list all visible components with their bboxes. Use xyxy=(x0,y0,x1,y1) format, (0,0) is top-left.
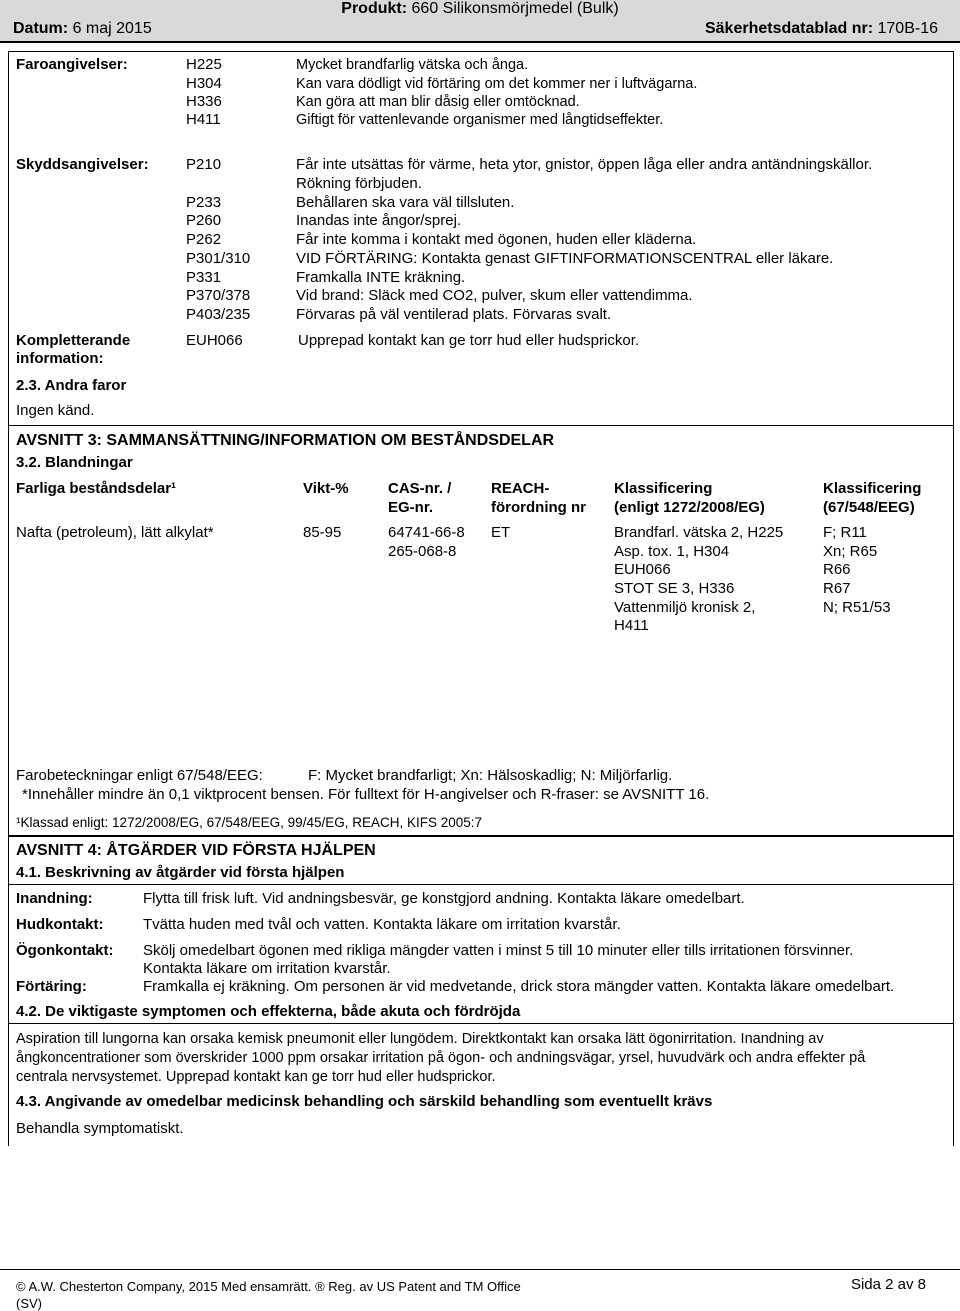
ingredient-weight: 85-95 xyxy=(303,524,342,541)
section4-title: AVSNITT 4: ÅTGÄRDER VID FÖRSTA HJÄLPEN xyxy=(16,842,376,859)
ingestion-label: Förtäring: xyxy=(16,978,87,995)
precaution-code: P262 xyxy=(186,231,222,248)
section4-divider-2 xyxy=(8,1023,954,1024)
section4-divider xyxy=(8,884,954,885)
inhalation-text: Flytta till frisk luft. Vid andningsbesvär, ge konstgjord andning. Kontakta läkare omedelbart. xyxy=(143,890,745,907)
clp-class: EUH066 xyxy=(614,561,671,578)
benzene-note: *Innehåller mindre än 0,1 viktprocent bensen. För fulltext för H-angivelser och R-fraser: se AVSNITT 16. xyxy=(22,786,710,803)
classification-footnote: ¹Klassad enligt: 1272/2008/EG, 67/548/EEG, 99/45/EG, REACH, KIFS 2005:7 xyxy=(16,815,483,830)
dsd-class: R67 xyxy=(823,580,851,597)
precaution-code: P233 xyxy=(186,194,222,211)
footer-page-number: Sida 2 av 8 xyxy=(850,1276,926,1293)
hazard-label: Faroangivelser: xyxy=(16,56,128,73)
eye-label: Ögonkontakt: xyxy=(16,942,114,959)
product-label: Produkt: xyxy=(341,0,408,17)
date-value: 6 maj 2015 xyxy=(72,20,152,37)
hazard-text: Mycket brandfarlig vätska och ånga. xyxy=(296,57,529,73)
hazard-text: Giftigt för vattenlevande organismer med långtidseffekter. xyxy=(296,112,664,128)
date-label: Datum: xyxy=(13,20,69,37)
eye-text: Skölj omedelbart ögonen med rikliga mängder vatten i minst 5 till 10 minuter eller tills irritationen försvinner. xyxy=(143,942,854,959)
precaution-text: Förvaras på väl ventilerad plats. Förvaras svalt. xyxy=(296,306,612,323)
supplementary-code: EUH066 xyxy=(186,332,243,349)
section3-subtitle: 3.2. Blandningar xyxy=(16,454,133,471)
symbols-text: F: Mycket brandfarligt; Xn: Hälsoskadlig; N: Miljörfarlig. xyxy=(308,767,673,784)
precaution-code: P210 xyxy=(186,156,222,173)
clp-class: Vattenmiljö kronisk 2, xyxy=(614,599,756,616)
col-header-reach: REACH- xyxy=(491,480,550,497)
precaution-code: P370/378 xyxy=(186,287,251,304)
footer-language: (SV) xyxy=(16,1296,42,1311)
col-header-dsd: Klassificering xyxy=(823,480,922,497)
eye-text-2: Kontakta läkare om irritation kvarstår. xyxy=(143,960,391,977)
precaution-text: Behållaren ska vara väl tillsluten. xyxy=(296,194,515,211)
symptoms-line-1: Aspiration till lungorna kan orsaka kemisk pneumonit eller lungödem. Direktkontakt kan orsaka lätt ögonirritation. Inandning av xyxy=(16,1031,824,1047)
section4-sub1: 4.1. Beskrivning av åtgärder vid första hjälpen xyxy=(16,864,345,881)
symptoms-line-2: ångkoncentrationer som överskrider 1000 ppm orsakar irritation på ögon- och andningsvägar, yrsel, huvudvärk och andra effekter på xyxy=(16,1050,866,1066)
date-line xyxy=(13,20,152,39)
clp-class: Asp. tox. 1, H304 xyxy=(614,543,730,560)
col-header-ingredient: Farliga beståndsdelar¹ xyxy=(16,480,177,497)
dsd-class: F; R11 xyxy=(823,524,867,541)
symptoms-line-3: centrala nervsystemet. Upprepad kontakt kan ge torr hud eller hudsprickor. xyxy=(16,1069,496,1085)
precaution-code: P403/235 xyxy=(186,306,251,323)
other-hazards-text: Ingen känd. xyxy=(16,402,95,419)
clp-class: H411 xyxy=(614,617,649,634)
col-header-cas: CAS-nr. / xyxy=(388,480,452,497)
clp-class: Brandfarl. vätska 2, H225 xyxy=(614,524,784,541)
precaution-code: P260 xyxy=(186,212,222,229)
supplementary-label-2: information: xyxy=(16,350,104,367)
col-header-dsd-2: (67/548/EEG) xyxy=(823,499,915,516)
precaution-text: Vid brand: Släck med CO2, pulver, skum eller vattendimma. xyxy=(296,287,693,304)
section4-sub3: 4.3. Angivande av omedelbar medicinsk behandling och särskild behandling som eventuellt krävs xyxy=(16,1093,713,1110)
supplementary-text: Upprepad kontakt kan ge torr hud eller hudsprickor. xyxy=(298,332,640,349)
col-header-clp: Klassificering xyxy=(614,480,713,497)
precaution-text: Framkalla INTE kräkning. xyxy=(296,269,466,286)
hazard-code: H411 xyxy=(186,111,221,128)
supplementary-label-1: Kompletterande xyxy=(16,332,131,349)
product-value: 660 Silikonsmörjmedel (Bulk) xyxy=(411,0,619,17)
col-header-clp-2: (enligt 1272/2008/EG) xyxy=(614,499,765,516)
clp-class: STOT SE 3, H336 xyxy=(614,580,735,597)
header-divider xyxy=(0,41,960,43)
ingredient-reach: ET xyxy=(491,524,511,541)
other-hazards-heading: 2.3. Andra faror xyxy=(16,377,127,394)
ingestion-text: Framkalla ej kräkning. Om personen är vid medvetande, drick stora mängder vatten. Kontakta läkare omedelbart. xyxy=(143,978,895,995)
precaution-code: P301/310 xyxy=(186,250,251,267)
sds-label: Säkerhetsdatablad nr: xyxy=(704,20,874,37)
section3-title: AVSNITT 3: SAMMANSÄTTNING/INFORMATION OM BESTÅNDSDELAR xyxy=(16,432,555,449)
skin-text: Tvätta huden med tvål och vatten. Kontakta läkare om irritation kvarstår. xyxy=(143,916,621,933)
ingredient-ec: 265-068-8 xyxy=(388,543,457,560)
section4-sub2: 4.2. De viktigaste symptomen och effekterna, både akuta och fördröjda xyxy=(16,1003,521,1020)
hazard-code: H225 xyxy=(186,56,222,73)
dsd-class: N; R51/53 xyxy=(823,599,891,616)
col-header-weight: Vikt-% xyxy=(303,480,349,497)
inhalation-label: Inandning: xyxy=(16,890,93,907)
col-header-reach-2: förordning nr xyxy=(491,499,586,516)
product-line xyxy=(0,0,960,18)
sds-value: 170B-16 xyxy=(877,20,938,37)
sds-number xyxy=(705,20,938,39)
dsd-class: R66 xyxy=(823,561,851,578)
hazard-text: Kan göra att man blir dåsig eller omtöcknad. xyxy=(296,94,580,110)
hazard-code: H304 xyxy=(186,75,222,92)
precaution-text: Får inte utsättas för värme, heta ytor, gnistor, öppen låga eller andra antändningskällor. xyxy=(296,156,873,173)
dsd-class: Xn; R65 xyxy=(823,543,878,560)
precaution-text: Inandas inte ångor/sprej. xyxy=(296,212,462,229)
ingredient-cas: 64741-66-8 xyxy=(388,524,465,541)
footer-copyright: © A.W. Chesterton Company, 2015 Med ensamrätt. ® Reg. av US Patent and TM Office xyxy=(16,1279,521,1294)
precaution-label: Skyddsangivelser: xyxy=(16,156,149,173)
precaution-text: Får inte komma i kontakt med ögonen, huden eller kläderna. xyxy=(296,231,697,248)
treatment-text: Behandla symptomatiskt. xyxy=(16,1120,184,1137)
hazard-text: Kan vara dödligt vid förtäring om det kommer ner i luftvägarna. xyxy=(296,76,698,92)
precaution-text: VID FÖRTÄRING: Kontakta genast GIFTINFORMATIONSCENTRAL eller läkare. xyxy=(296,250,834,267)
ingredient-name: Nafta (petroleum), lätt alkylat* xyxy=(16,524,214,541)
precaution-text: Rökning förbjuden. xyxy=(296,175,422,192)
precaution-code: P331 xyxy=(186,269,222,286)
skin-label: Hudkontakt: xyxy=(16,916,104,933)
hazard-code: H336 xyxy=(186,93,222,110)
col-header-ec: EG-nr. xyxy=(388,499,434,516)
symbols-label: Farobeteckningar enligt 67/548/EEG: xyxy=(16,767,263,784)
footer-divider xyxy=(0,1269,960,1270)
